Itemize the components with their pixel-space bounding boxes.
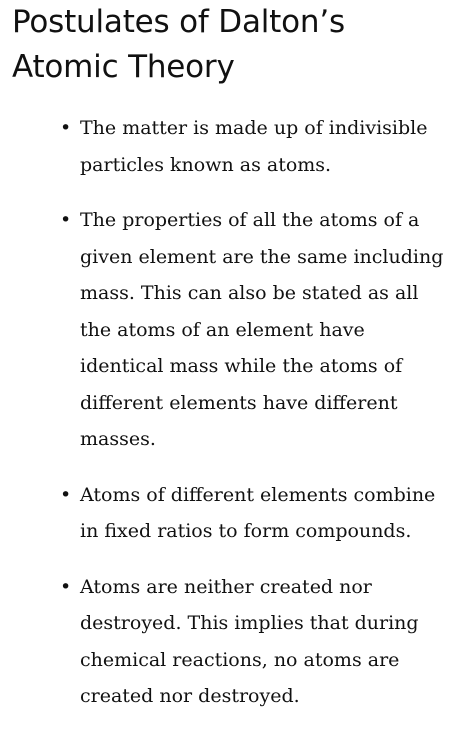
text-line: particles known as atoms. [80, 153, 332, 176]
text-line: in fixed ratios to form compounds. [80, 520, 412, 542]
postulate-item-2 [60, 202, 460, 458]
text-line: the atoms of an element have [80, 318, 365, 341]
postulate-text [80, 569, 460, 715]
postulate-text [80, 477, 460, 550]
postulate-text [80, 202, 460, 458]
text-line: destroyed. This implies that during [80, 612, 419, 634]
text-line: mass. This can also be stated as all [80, 282, 419, 304]
text-line: masses. [80, 428, 156, 450]
title-line: Atomic Theory [12, 49, 235, 85]
bullet-marker: • [60, 209, 72, 231]
text-line: The matter is made up of indivisible [80, 117, 428, 139]
postulates-list [60, 110, 460, 734]
text-line: given element are the same including [80, 245, 444, 268]
bullet-marker: • [60, 483, 72, 506]
page-title [12, 0, 462, 90]
postulate-text [80, 110, 460, 183]
bullet-marker: • [60, 117, 72, 139]
text-line: Atoms are neither created nor [80, 575, 372, 598]
postulate-item-4 [60, 569, 460, 715]
text-line: The properties of all the atoms of a [80, 209, 420, 231]
text-line: different elements have different [80, 391, 398, 414]
postulate-item-1 [60, 110, 460, 183]
text-line: Atoms of different elements combine [80, 483, 436, 506]
bullet-marker: • [60, 575, 72, 598]
postulate-item-3 [60, 477, 460, 550]
text-line: chemical reactions, no atoms are [80, 648, 400, 671]
text-line: created nor destroyed. [80, 685, 300, 707]
text-line: identical mass while the atoms of [80, 355, 403, 377]
title-line: Postulates of Dalton’s [12, 4, 345, 40]
